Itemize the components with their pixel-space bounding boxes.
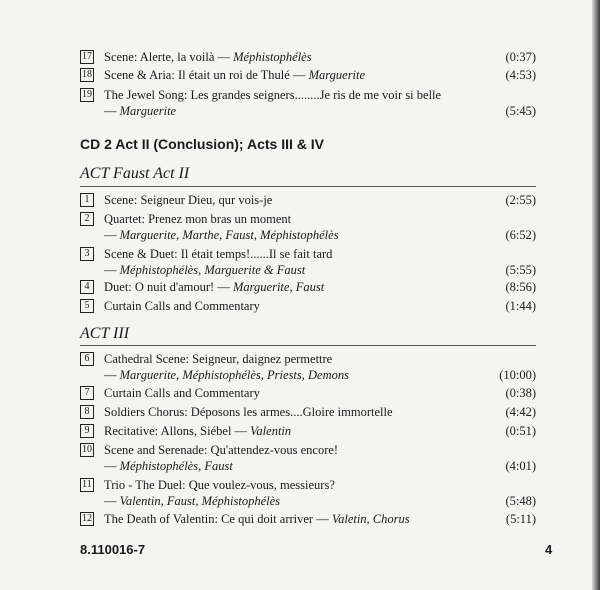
track-title: The Death of Valentin: Ce qui doit arriver: [104, 512, 314, 526]
act-divider: [80, 345, 536, 346]
track-number: 4: [80, 280, 94, 294]
track-duration: (5:11): [505, 512, 536, 526]
track-duration: (5:55): [505, 263, 536, 277]
track-credit: Marguerite, Marthe, Faust, Méphistophélès: [119, 228, 339, 242]
act-heading: ACT Faust Act II: [80, 165, 190, 182]
track-number: 19: [82, 89, 92, 100]
page-edge-shadow: [592, 0, 600, 590]
track-duration: (10:00): [499, 368, 536, 382]
track-credit: Marguerite: [308, 68, 366, 82]
track-title: Scene: Alerte, la voilà: [104, 50, 215, 64]
track-line: Duet: O nuit d'amour! — Marguerite, Faust: [104, 280, 325, 294]
track-title: Trio - The Duel: Que voulez-vous, messieurs?: [104, 478, 335, 492]
track-number: 12: [82, 513, 92, 524]
catalog-number: 8.110016-7: [80, 542, 146, 557]
track-credit: Méphistophélès, Faust: [119, 459, 233, 473]
track-credit: Méphistophélès: [233, 50, 312, 64]
track-line: Scene & Aria: Il était un roi de Thulé — Marguerite: [104, 68, 366, 82]
track-number: 10: [82, 444, 92, 455]
track-credit: Valentin, Faust, Méphistophélès: [119, 494, 281, 508]
track-number: 8: [80, 405, 94, 419]
track-credit-line: — Méphistophélès, Marguerite & Faust: [104, 263, 306, 277]
track-title: The Jewel Song: Les grandes seigners........Je ris de me voir si belle: [104, 88, 442, 102]
track-duration: (4:53): [505, 68, 536, 82]
track-credit-line: — Méphistophélès, Faust: [104, 459, 233, 473]
track-number: 17: [82, 51, 92, 62]
track-credit: Méphistophélès, Marguerite & Faust: [119, 263, 306, 277]
track-number: 11: [80, 478, 94, 492]
track-duration: (6:52): [505, 228, 536, 242]
track-title: Recitative: Allons, Siébel: [104, 424, 232, 438]
track-duration: (0:37): [505, 50, 536, 64]
track-duration: (1:44): [505, 299, 536, 313]
track-number: 7: [80, 386, 94, 400]
track-number: 1: [80, 193, 94, 207]
act-heading: ACT III: [80, 325, 130, 342]
track-title: Cathedral Scene: Seigneur, daignez permettre: [104, 352, 333, 366]
track-credit-line: — Marguerite: [104, 104, 177, 118]
track-title: Duet: O nuit d'amour!: [104, 280, 215, 294]
track-title: Scene & Duet: Il était temps!......Il se fait tard: [104, 247, 333, 261]
track-credit-line: — Valentin, Faust, Méphistophélès: [104, 494, 281, 508]
track-duration: (0:38): [505, 386, 536, 400]
track-number: 9: [80, 424, 94, 438]
track-number: 3: [80, 247, 94, 261]
track-title: Curtain Calls and Commentary: [104, 386, 260, 400]
track-title: Scene and Serenade: Qu'attendez-vous encore!: [104, 443, 339, 457]
track-duration: (5:45): [505, 104, 536, 118]
track-number: 2: [80, 212, 94, 226]
track-credit-line: — Marguerite, Marthe, Faust, Méphistophélès: [104, 228, 339, 242]
track-title: Quartet: Prenez mon bras un moment: [104, 212, 292, 226]
track-credit: Valetin, Chorus: [331, 512, 410, 526]
track-duration: (4:42): [505, 405, 536, 419]
track-credit: Marguerite: [119, 104, 177, 118]
track-duration: (0:51): [505, 424, 536, 438]
track-title: Curtain Calls and Commentary: [104, 299, 260, 313]
cd-heading: CD 2 Act II (Conclusion); Acts III & IV: [80, 136, 324, 152]
track-number: 18: [82, 69, 92, 80]
track-title: Soldiers Chorus: Déposons les armes....Gloire immortelle: [104, 405, 393, 419]
act-divider: [80, 186, 536, 187]
track-credit-line: — Marguerite, Méphistophélès, Priests, Demons: [104, 368, 349, 382]
track-line: Scene: Alerte, la voilà — Méphistophélès: [104, 50, 312, 64]
track-duration: (8:56): [505, 280, 536, 294]
track-credit: Marguerite, Méphistophélès, Priests, Demons: [119, 368, 349, 382]
track-line: The Death of Valentin: Ce qui doit arriver — Valetin, Chorus: [104, 512, 410, 526]
track-line: Recitative: Allons, Siébel — Valentin: [104, 424, 292, 438]
page-number: 4: [545, 542, 553, 557]
track-duration: (2:55): [505, 193, 536, 207]
track-title: Scene & Aria: Il était un roi de Thulé: [104, 68, 290, 82]
track-duration: (5:48): [505, 494, 536, 508]
track-number: 6: [80, 352, 94, 366]
track-credit: Marguerite, Faust: [232, 280, 325, 294]
track-credit: Valentin: [250, 424, 292, 438]
track-title: Scene: Seigneur Dieu, qur vois-je: [104, 193, 273, 207]
track-number: 5: [80, 299, 94, 313]
track-duration: (4:01): [505, 459, 536, 473]
